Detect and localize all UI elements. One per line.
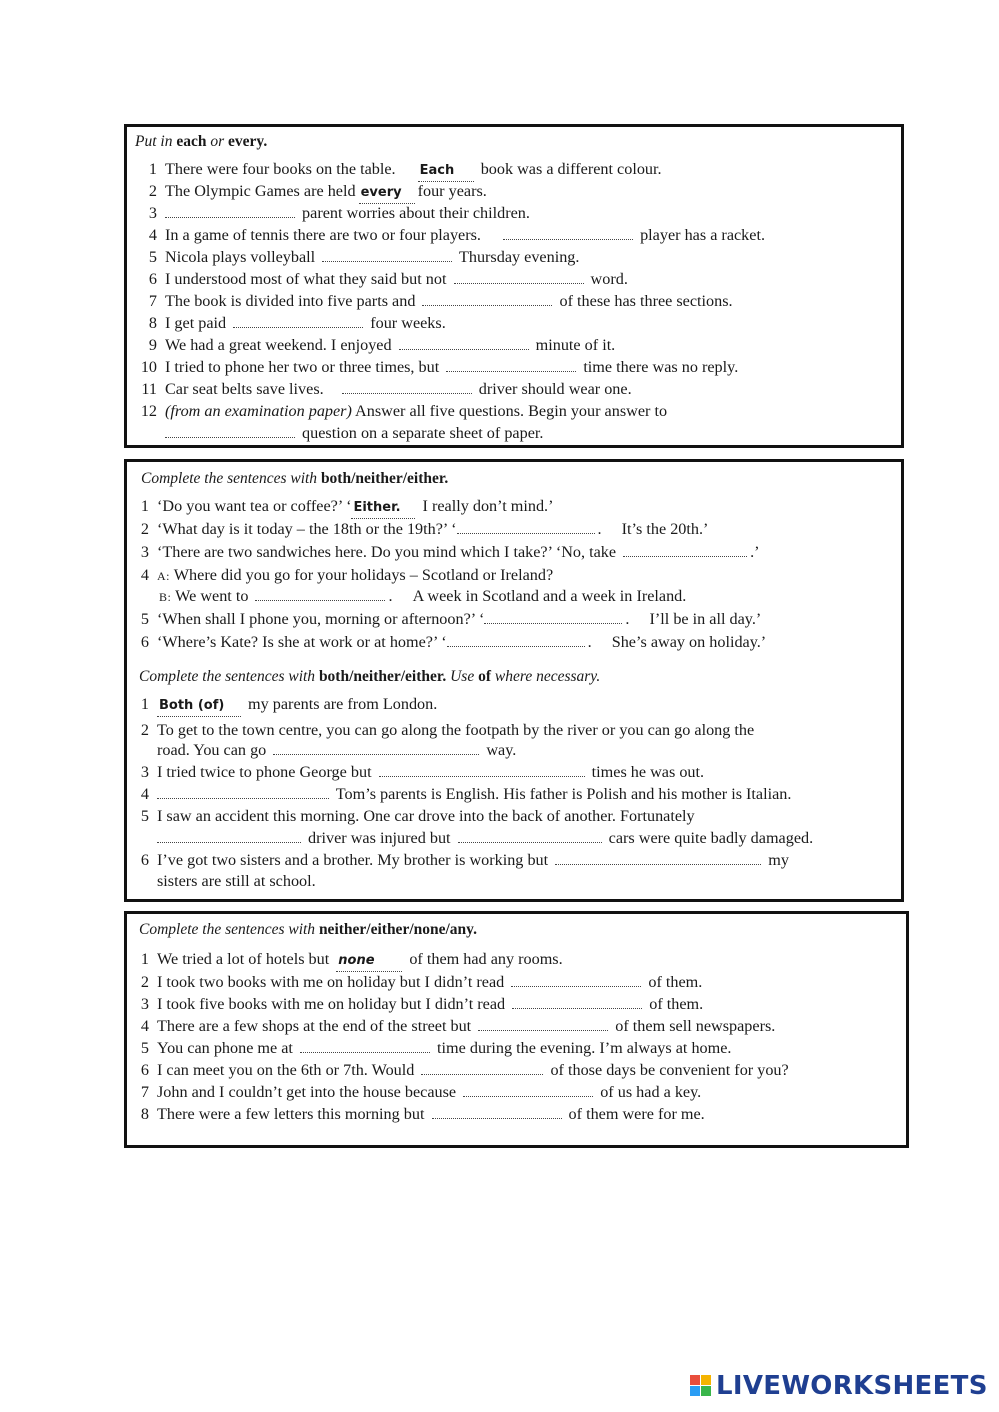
answer-field[interactable] <box>379 776 585 777</box>
answer-field[interactable] <box>165 217 295 218</box>
answer-field[interactable] <box>157 842 301 843</box>
answer-field[interactable] <box>255 600 385 601</box>
answer-field[interactable] <box>457 533 595 534</box>
answer-field[interactable] <box>454 283 584 284</box>
answer-field[interactable] <box>322 261 452 262</box>
answer-field[interactable] <box>399 349 529 350</box>
answer-field[interactable]: Each <box>418 161 474 182</box>
logo-icon <box>690 1375 712 1397</box>
answer-field[interactable] <box>478 1030 608 1031</box>
exercise-heading: Put in each or every. <box>135 133 268 150</box>
answer-field[interactable] <box>458 842 602 843</box>
logo-text: LIVEWORKSHEETS <box>716 1371 988 1401</box>
exercise-heading: Complete the sentences with neither/either/none/any. <box>139 921 477 938</box>
answer-field[interactable] <box>422 305 552 306</box>
answer-field[interactable] <box>446 371 576 372</box>
answer-field[interactable]: Either. <box>351 498 415 519</box>
exercise-each-every: Put in each or every. 1 There were four books on the table. Each book was a different colour. 2 The Olympic Games are held every four years. 3 parent worries about their children. 4 In a game of tennis there are two or four players. player has a racket. 5 Nicola plays volleyball Thursday evening. 6 I understood most of what they said but not word. 7 The book is divided into five parts and of these has three sections. 8 I get paid four weeks. 9 We had a great weekend. I enjoyed minute of it. 10 I tried to phone her two or three times, but time there was no reply. 11 Car seat belts save lives. driver should wear one. 12 (from an examination paper) Answer all five questions. Begin your answer to question on a separate sheet of paper. <box>124 124 904 448</box>
answer-field[interactable] <box>623 556 747 557</box>
answer-field[interactable]: Both (of) <box>157 696 241 717</box>
answer-field[interactable] <box>463 1096 593 1097</box>
liveworksheets-logo <box>690 1371 988 1401</box>
exercise-heading: Complete the sentences with both/neither/either. Use of where necessary. <box>139 668 601 685</box>
answer-field[interactable] <box>484 623 622 624</box>
answer-field[interactable] <box>512 1008 642 1009</box>
answer-field[interactable] <box>555 864 761 865</box>
answer-field[interactable] <box>342 393 472 394</box>
answer-field[interactable] <box>447 646 585 647</box>
answer-field[interactable] <box>273 754 479 755</box>
answer-field[interactable]: every <box>359 183 415 204</box>
answer-field[interactable] <box>421 1074 543 1075</box>
answer-field[interactable] <box>233 327 363 328</box>
exercise-heading: Complete the sentences with both/neither/either. <box>141 470 449 487</box>
exercise-neither-either-none-any: Complete the sentences with neither/either/none/any. 1 We tried a lot of hotels but none of them had any rooms. 2 I took two books with me on holiday but I didn’t read of them. 3 I took five books with me on holiday but I didn’t read of them. 4 There are a few shops at the end of the street but of them sell newspapers. 5 You can phone me at time during the evening. I’m always at home. 6 I can meet you on the 6th or 7th. Would of those days be convenient for you? 7 John and I couldn’t get into the house because of us had a key. 8 There were a few letters this morning but of them were for me. <box>124 911 909 1148</box>
answer-field[interactable] <box>503 239 633 240</box>
answer-field[interactable] <box>157 798 329 799</box>
answer-field[interactable]: none <box>336 951 402 972</box>
answer-field[interactable] <box>165 437 295 438</box>
answer-field[interactable] <box>511 986 641 987</box>
answer-field[interactable] <box>300 1052 430 1053</box>
answer-field[interactable] <box>432 1118 562 1119</box>
exercise-both-neither-either: Complete the sentences with both/neither/either. 1 ‘Do you want tea or coffee?’ ‘ Either. I really don’t mind.’ 2 ‘What day is it today – the 18th or the 19th?’ ‘ . It’s the 20th.’ 3 ‘There are two sandwiches here. Do you mind which I take?’ ‘No, take .’ 4 A: Where did you go for your holidays – Scotland or Ireland? B: We went to . A week in Scotland and a week in Ireland. 5 ‘When shall I phone you, morning or afternoon?’ ‘ . I’ll be in all day.’ 6 ‘Where’s Kate? Is she at work or at home?’ ‘ . She’s away on holiday.’ Complete the sentences with both/neither/either. Use of where necessary. 1 Both (of) my parents are from London. 2 To get to the town centre, you can go along the footpath by the river or you can go along the road. You can go way. 3 I tried twice to phone George but times he was out. 4 Tom’s parents is English. His father is Polish and his mother is Italian. 5 I saw an accident this morning. One car drove into the back of another. Fortunately driver was injured but cars were quite badly damaged. 6 I’ve got two sisters and a brother. My brother is working but my sisters are still at school. <box>124 459 904 902</box>
